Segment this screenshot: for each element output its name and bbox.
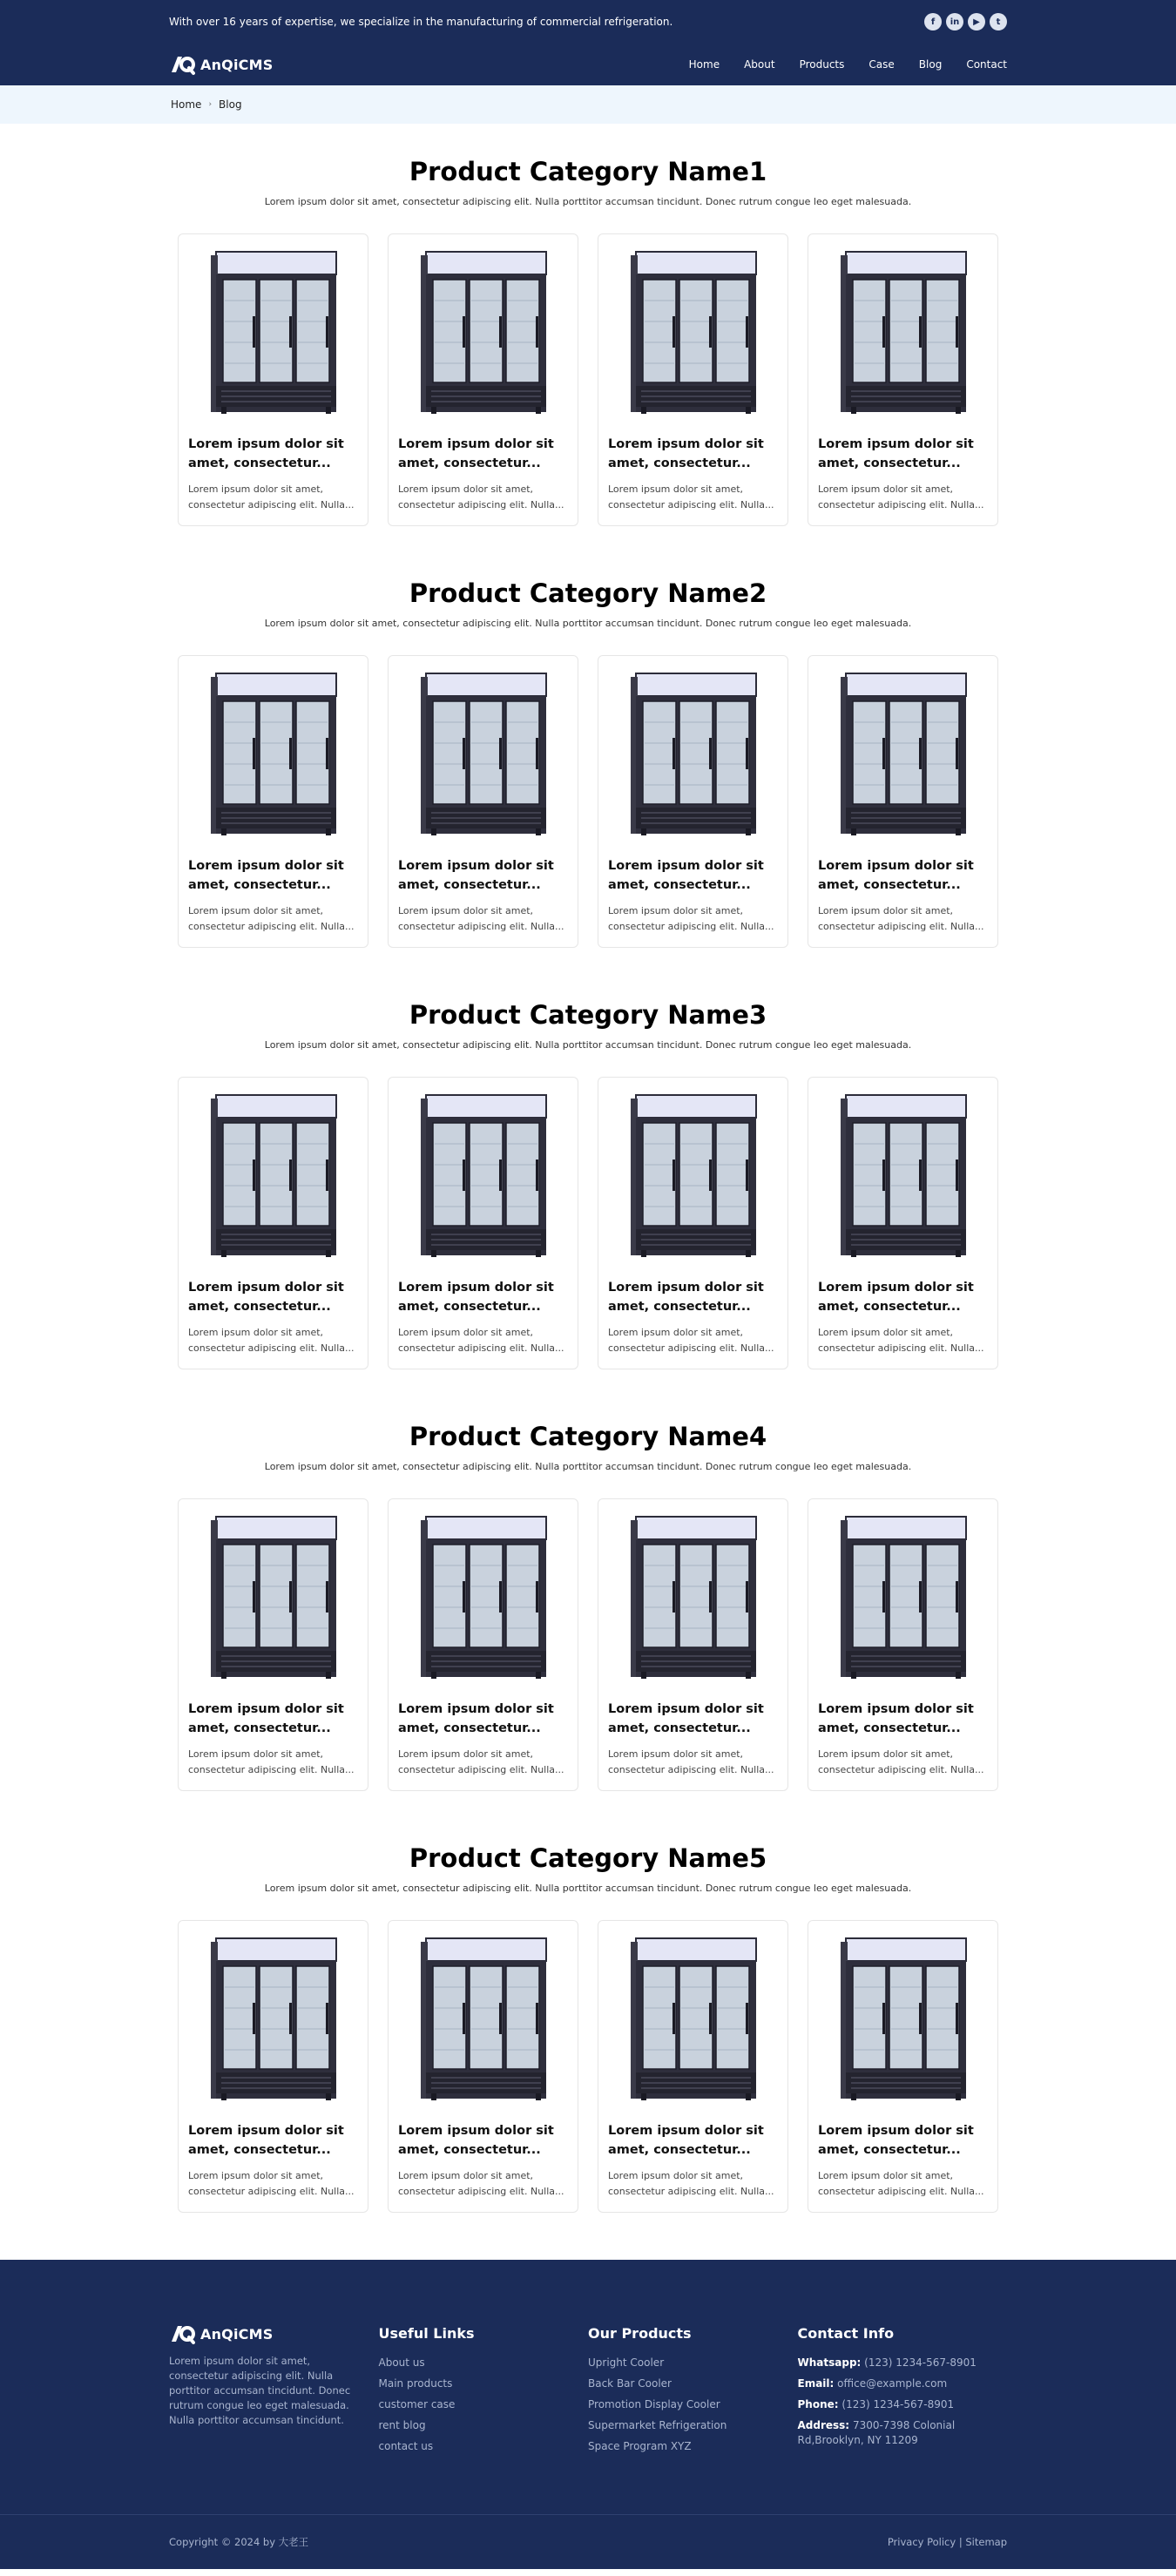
whatsapp-value[interactable]: (123) 1234-567-8901 [864, 2356, 977, 2369]
footer-products [588, 2322, 798, 2514]
product-excerpt: Lorem ipsum dolor sit amet, consectetur adipiscing elit. Nulla... [398, 2170, 564, 2197]
product-grid [0, 1077, 1176, 1369]
footer-contact [798, 2322, 1008, 2514]
address-value: 7300-7398 Colonial Rd,Brooklyn, NY 11209 [797, 2419, 956, 2446]
email-label: Email: [797, 2377, 835, 2390]
nav-home[interactable]: Home [688, 58, 720, 71]
product-card[interactable] [598, 1920, 788, 2213]
product-title[interactable]: Lorem ipsum dolor sit amet, consectetur... [188, 437, 344, 470]
product-excerpt: Lorem ipsum dolor sit amet, consectetur adipiscing elit. Nulla... [608, 905, 774, 932]
whatsapp-label: Whatsapp: [797, 2356, 862, 2369]
product-card[interactable] [388, 233, 578, 526]
footer-product-link[interactable]: Back Bar Cooler [588, 2377, 672, 2390]
site-header [0, 0, 1176, 85]
phone-value[interactable]: (123) 1234-567-8901 [841, 2398, 955, 2410]
product-title[interactable]: Lorem ipsum dolor sit amet, consectetur... [818, 437, 974, 470]
category-title: Product Category Name2 [409, 578, 767, 608]
fridge-illustration [834, 1090, 973, 1262]
logo-icon [169, 53, 195, 76]
copyright: Copyright © 2024 by 大老王 [169, 2536, 309, 2548]
product-image[interactable] [188, 1511, 358, 1684]
product-title[interactable]: Lorem ipsum dolor sit amet, consectetur... [608, 2124, 764, 2157]
product-card[interactable] [178, 233, 368, 526]
product-title[interactable]: Lorem ipsum dolor sit amet, consectetur... [188, 1702, 344, 1735]
product-image[interactable] [188, 1090, 358, 1262]
category-title: Product Category Name5 [409, 1843, 767, 1873]
product-card[interactable] [598, 1498, 788, 1791]
fridge-illustration [624, 1511, 763, 1684]
product-grid [0, 233, 1176, 526]
product-excerpt: Lorem ipsum dolor sit amet, consectetur adipiscing elit. Nulla... [608, 483, 774, 510]
product-title[interactable]: Lorem ipsum dolor sit amet, consectetur... [818, 2124, 974, 2157]
product-excerpt: Lorem ipsum dolor sit amet, consectetur adipiscing elit. Nulla... [188, 905, 355, 932]
product-excerpt: Lorem ipsum dolor sit amet, consectetur adipiscing elit. Nulla... [818, 2170, 984, 2197]
category-section [0, 545, 1176, 967]
contact-address [798, 2418, 1008, 2448]
fridge-illustration [624, 668, 763, 841]
product-title[interactable]: Lorem ipsum dolor sit amet, consectetur... [608, 1281, 764, 1314]
linkedin-icon[interactable]: in [946, 13, 963, 30]
product-image[interactable] [608, 668, 778, 841]
site-footer [0, 2260, 1176, 2569]
product-excerpt: Lorem ipsum dolor sit amet, consectetur adipiscing elit. Nulla... [398, 483, 564, 510]
footer-product-link[interactable]: Promotion Display Cooler [588, 2398, 720, 2410]
footer-link-rent-blog[interactable]: rent blog [378, 2419, 426, 2431]
logo[interactable] [169, 53, 273, 76]
breadcrumb-separator: › [208, 100, 213, 109]
footer-link-main-products[interactable]: Main products [378, 2377, 453, 2390]
product-excerpt: Lorem ipsum dolor sit amet, consectetur adipiscing elit. Nulla... [188, 483, 355, 510]
nav-contact[interactable]: Contact [966, 58, 1007, 71]
nav-products[interactable]: Products [799, 58, 845, 71]
footer-product-link[interactable]: Space Program XYZ [588, 2440, 692, 2452]
product-card[interactable] [388, 1077, 578, 1369]
product-title[interactable]: Lorem ipsum dolor sit amet, consectetur... [398, 2124, 554, 2157]
product-title[interactable]: Lorem ipsum dolor sit amet, consectetur... [398, 437, 554, 470]
product-card[interactable] [808, 233, 998, 526]
product-excerpt: Lorem ipsum dolor sit amet, consectetur adipiscing elit. Nulla... [188, 2170, 355, 2197]
product-title[interactable]: Lorem ipsum dolor sit amet, consectetur... [818, 1702, 974, 1735]
nav-blog[interactable]: Blog [918, 58, 943, 71]
product-card[interactable] [808, 1920, 998, 2213]
product-image[interactable] [398, 1090, 568, 1262]
fridge-illustration [204, 247, 343, 419]
footer-link-customer-case[interactable]: customer case [378, 2398, 456, 2410]
product-title[interactable]: Lorem ipsum dolor sit amet, consectetur... [608, 1702, 764, 1735]
main-navbar [0, 44, 1176, 85]
product-excerpt: Lorem ipsum dolor sit amet, consectetur adipiscing elit. Nulla... [818, 1748, 984, 1775]
category-section [0, 124, 1176, 545]
fridge-illustration [834, 668, 973, 841]
breadcrumb [0, 85, 1176, 124]
fridge-illustration [624, 1933, 763, 2106]
product-card[interactable] [388, 1498, 578, 1791]
product-card[interactable] [808, 1077, 998, 1369]
product-title[interactable]: Lorem ipsum dolor sit amet, consectetur... [188, 2124, 344, 2157]
product-image[interactable] [608, 1090, 778, 1262]
product-title[interactable]: Lorem ipsum dolor sit amet, consectetur... [398, 1702, 554, 1735]
product-image[interactable] [398, 1511, 568, 1684]
product-title[interactable]: Lorem ipsum dolor sit amet, consectetur... [818, 1281, 974, 1314]
product-image[interactable] [398, 668, 568, 841]
footer-brand [169, 2322, 379, 2514]
fridge-illustration [204, 668, 343, 841]
our-products-title: Our Products [588, 2325, 692, 2342]
footer-logo[interactable] [169, 2322, 379, 2345]
product-image[interactable] [398, 247, 568, 419]
footer-link-about[interactable]: About us [378, 2356, 425, 2369]
product-grid [0, 655, 1176, 948]
product-card[interactable] [178, 1498, 368, 1791]
contact-phone [798, 2394, 1008, 2415]
product-image[interactable] [608, 247, 778, 419]
product-card[interactable] [388, 1920, 578, 2213]
nav-menu [689, 58, 1007, 71]
phone-label: Phone: [797, 2398, 839, 2410]
product-title[interactable]: Lorem ipsum dolor sit amet, consectetur... [188, 859, 344, 892]
category-title: Product Category Name4 [409, 1422, 767, 1451]
fridge-illustration [834, 1511, 973, 1684]
product-image[interactable] [608, 1511, 778, 1684]
product-card[interactable] [178, 1077, 368, 1369]
footer-bottom-bar [0, 2514, 1176, 2569]
product-title[interactable]: Lorem ipsum dolor sit amet, consectetur... [398, 1281, 554, 1314]
footer-columns [0, 2260, 1176, 2514]
product-excerpt: Lorem ipsum dolor sit amet, consectetur adipiscing elit. Nulla... [818, 483, 984, 510]
fridge-illustration [834, 247, 973, 419]
product-title[interactable]: Lorem ipsum dolor sit amet, consectetur... [398, 859, 554, 892]
product-excerpt: Lorem ipsum dolor sit amet, consectetur adipiscing elit. Nulla... [398, 1327, 564, 1354]
contact-email [798, 2373, 1008, 2394]
brand-name: AnQiCMS [200, 2325, 274, 2343]
footer-useful-links [379, 2322, 589, 2514]
fridge-illustration [624, 247, 763, 419]
nav-about[interactable]: About [744, 58, 775, 71]
product-image[interactable] [818, 668, 988, 841]
product-title[interactable]: Lorem ipsum dolor sit amet, consectetur... [608, 437, 764, 470]
fridge-illustration [624, 1090, 763, 1262]
policy-links[interactable]: Privacy Policy | Sitemap [887, 2536, 1007, 2548]
category-section [0, 1810, 1176, 2232]
product-card[interactable] [808, 655, 998, 948]
fridge-illustration [414, 1511, 553, 1684]
product-card[interactable] [598, 655, 788, 948]
youtube-icon[interactable]: ▶ [968, 13, 985, 30]
fridge-illustration [414, 1933, 553, 2106]
email-value[interactable]: office@example.com [837, 2377, 948, 2390]
fridge-illustration [204, 1511, 343, 1684]
footer-product-link[interactable]: Supermarket Refrigeration [588, 2419, 727, 2431]
breadcrumb-home[interactable]: Home [171, 98, 202, 111]
product-excerpt: Lorem ipsum dolor sit amet, consectetur adipiscing elit. Nulla... [818, 1327, 984, 1354]
product-card[interactable] [388, 655, 578, 948]
top-bar [0, 0, 1176, 44]
product-image[interactable] [818, 1511, 988, 1684]
product-excerpt: Lorem ipsum dolor sit amet, consectetur adipiscing elit. Nulla... [818, 905, 984, 932]
footer-link-contact[interactable]: contact us [378, 2440, 434, 2452]
category-description: Lorem ipsum dolor sit amet, consectetur adipiscing elit. Nulla porttitor accumsan tincidunt. Donec rutrum congue leo eget malesuada. [264, 1883, 912, 1894]
footer-about-text: Lorem ipsum dolor sit amet, consectetur adipiscing elit. Nulla porttitor accumsan tincidunt. Donec rutrum congue leo eget malesuada. Nulla porttitor accumsan tincidunt. [169, 2355, 351, 2426]
product-excerpt: Lorem ipsum dolor sit amet, consectetur adipiscing elit. Nulla... [398, 905, 564, 932]
footer-product-link[interactable]: Upright Cooler [588, 2356, 665, 2369]
brand-name: AnQiCMS [200, 56, 274, 73]
product-image[interactable] [818, 1933, 988, 2106]
product-excerpt: Lorem ipsum dolor sit amet, consectetur adipiscing elit. Nulla... [398, 1748, 564, 1775]
category-description: Lorem ipsum dolor sit amet, consectetur adipiscing elit. Nulla porttitor accumsan tincidunt. Donec rutrum congue leo eget malesuada. [264, 196, 912, 207]
address-label: Address: [797, 2419, 850, 2431]
category-section [0, 967, 1176, 1389]
product-card[interactable] [178, 655, 368, 948]
product-image[interactable] [818, 1090, 988, 1262]
category-list [0, 124, 1176, 2232]
product-card[interactable] [598, 1077, 788, 1369]
product-image[interactable] [608, 1933, 778, 2106]
product-image[interactable] [818, 247, 988, 419]
product-image[interactable] [188, 1933, 358, 2106]
category-description: Lorem ipsum dolor sit amet, consectetur adipiscing elit. Nulla porttitor accumsan tincidunt. Donec rutrum congue leo eget malesuada. [264, 1039, 912, 1051]
product-image[interactable] [188, 247, 358, 419]
product-title[interactable]: Lorem ipsum dolor sit amet, consectetur... [188, 1281, 344, 1314]
fridge-illustration [834, 1933, 973, 2106]
contact-whatsapp [798, 2352, 1008, 2373]
nav-case[interactable]: Case [868, 58, 895, 71]
category-title: Product Category Name3 [409, 1000, 767, 1030]
fridge-illustration [204, 1933, 343, 2106]
contact-info-title: Contact Info [797, 2325, 895, 2342]
twitter-icon[interactable]: t [990, 13, 1007, 30]
useful-links-title: Useful Links [378, 2325, 475, 2342]
category-section [0, 1389, 1176, 1810]
product-title[interactable]: Lorem ipsum dolor sit amet, consectetur... [608, 859, 764, 892]
product-grid [0, 1920, 1176, 2213]
logo-icon [169, 2322, 195, 2345]
product-excerpt: Lorem ipsum dolor sit amet, consectetur adipiscing elit. Nulla... [608, 2170, 774, 2197]
fridge-illustration [414, 1090, 553, 1262]
category-description: Lorem ipsum dolor sit amet, consectetur adipiscing elit. Nulla porttitor accumsan tincidunt. Donec rutrum congue leo eget malesuada. [264, 618, 912, 629]
category-title: Product Category Name1 [409, 157, 767, 186]
product-excerpt: Lorem ipsum dolor sit amet, consectetur adipiscing elit. Nulla... [608, 1327, 774, 1354]
product-card[interactable] [598, 233, 788, 526]
fridge-illustration [414, 247, 553, 419]
fridge-illustration [204, 1090, 343, 1262]
category-description: Lorem ipsum dolor sit amet, consectetur adipiscing elit. Nulla porttitor accumsan tincidunt. Donec rutrum congue leo eget malesuada. [264, 1461, 912, 1472]
product-excerpt: Lorem ipsum dolor sit amet, consectetur adipiscing elit. Nulla... [188, 1327, 355, 1354]
product-grid [0, 1498, 1176, 1791]
tagline: With over 16 years of expertise, we specialize in the manufacturing of commercial refrigeration. [169, 16, 673, 28]
product-excerpt: Lorem ipsum dolor sit amet, consectetur adipiscing elit. Nulla... [188, 1748, 355, 1775]
breadcrumb-current: Blog [219, 98, 242, 111]
product-card[interactable] [808, 1498, 998, 1791]
facebook-icon[interactable]: f [924, 13, 942, 30]
product-image[interactable] [188, 668, 358, 841]
product-excerpt: Lorem ipsum dolor sit amet, consectetur adipiscing elit. Nulla... [608, 1748, 774, 1775]
product-title[interactable]: Lorem ipsum dolor sit amet, consectetur... [818, 859, 974, 892]
product-card[interactable] [178, 1920, 368, 2213]
fridge-illustration [414, 668, 553, 841]
social-links [924, 13, 1007, 30]
product-image[interactable] [398, 1933, 568, 2106]
